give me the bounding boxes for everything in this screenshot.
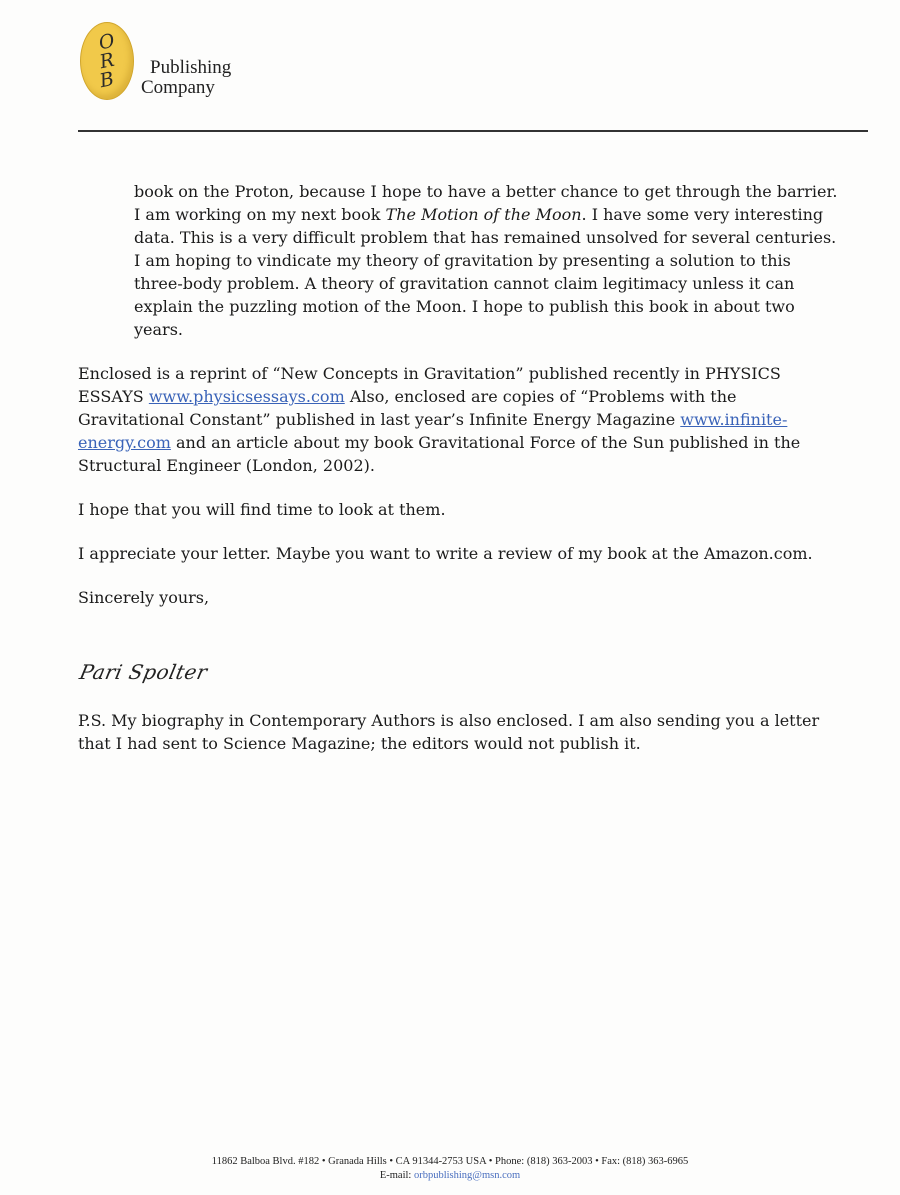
logo-letter-b: B	[97, 67, 117, 92]
paragraph-hope: I hope that you will find time to look at them.	[78, 500, 446, 519]
paragraph-text: . I have some very interesting data. This is a very difficult problem that has remained unsolved for several centuries. I am hoping to vindicate my theory of gravitation by presenting a solution to this three-body problem. A theory of gravitation cannot claim legitimacy unless it can explain the puzzling motion of the Moon. I hope to publish this book in about two years.	[134, 205, 837, 339]
company-name-line1: Publishing	[150, 57, 232, 78]
letter-body	[78, 180, 838, 630]
letterhead-divider	[78, 130, 868, 132]
paragraph-text: Enclosed is a reprint of “New Concepts in Gravitation” published recently in PHYSICS ESSAYS	[78, 364, 781, 406]
footer-address: 11862 Balboa Blvd. #182 • Granada Hills • CA 91344-2753 USA • Phone: (818) 363-2003 • Fax: (818) 363-6965	[211, 1156, 689, 1167]
handwritten-signature: Pari Spolter	[77, 660, 210, 684]
closing: Sincerely yours,	[78, 588, 210, 607]
footer-email-line	[0, 1169, 900, 1183]
paragraph-text: Also, enclosed are copies of “Problems with the Gravitational Constant” published in last year’s Infinite Energy Magazine	[78, 387, 737, 429]
link-infinite-energy[interactable]: www.infinite-energy.com	[78, 410, 788, 452]
paragraph-enclosures	[78, 362, 838, 477]
paragraph-text: book on the Proton, because I hope to have a better chance to get through the barrier. I am working on my next book	[134, 182, 838, 224]
postscript: P.S. My biography in Contemporary Authors is also enclosed. I am also sending you a letter that I had sent to Science Magazine; the editors would not publish it.	[78, 711, 820, 753]
footer-email-label: E-mail:	[379, 1170, 414, 1181]
letterhead-footer	[0, 1155, 900, 1183]
company-name	[141, 58, 231, 98]
paragraph-text: and an article about my book Gravitational Force of the Sun published in the Structural Engineer (London, 2002).	[78, 433, 801, 475]
paragraph-appreciation: I appreciate your letter. Maybe you want to write a review of my book at the Amazon.com.	[78, 544, 813, 563]
book-title: The Motion of the Moon	[385, 205, 582, 224]
paragraph-book-plans	[78, 180, 838, 341]
link-physicsessays[interactable]: www.physicsessays.com	[148, 387, 345, 406]
logo-letter-r: R	[97, 48, 117, 73]
company-logo	[80, 22, 134, 100]
company-name-line2: Company	[141, 77, 215, 98]
footer-email-link[interactable]: orbpublishing@msn.com	[413, 1170, 521, 1181]
logo-letter-o: O	[96, 29, 117, 54]
